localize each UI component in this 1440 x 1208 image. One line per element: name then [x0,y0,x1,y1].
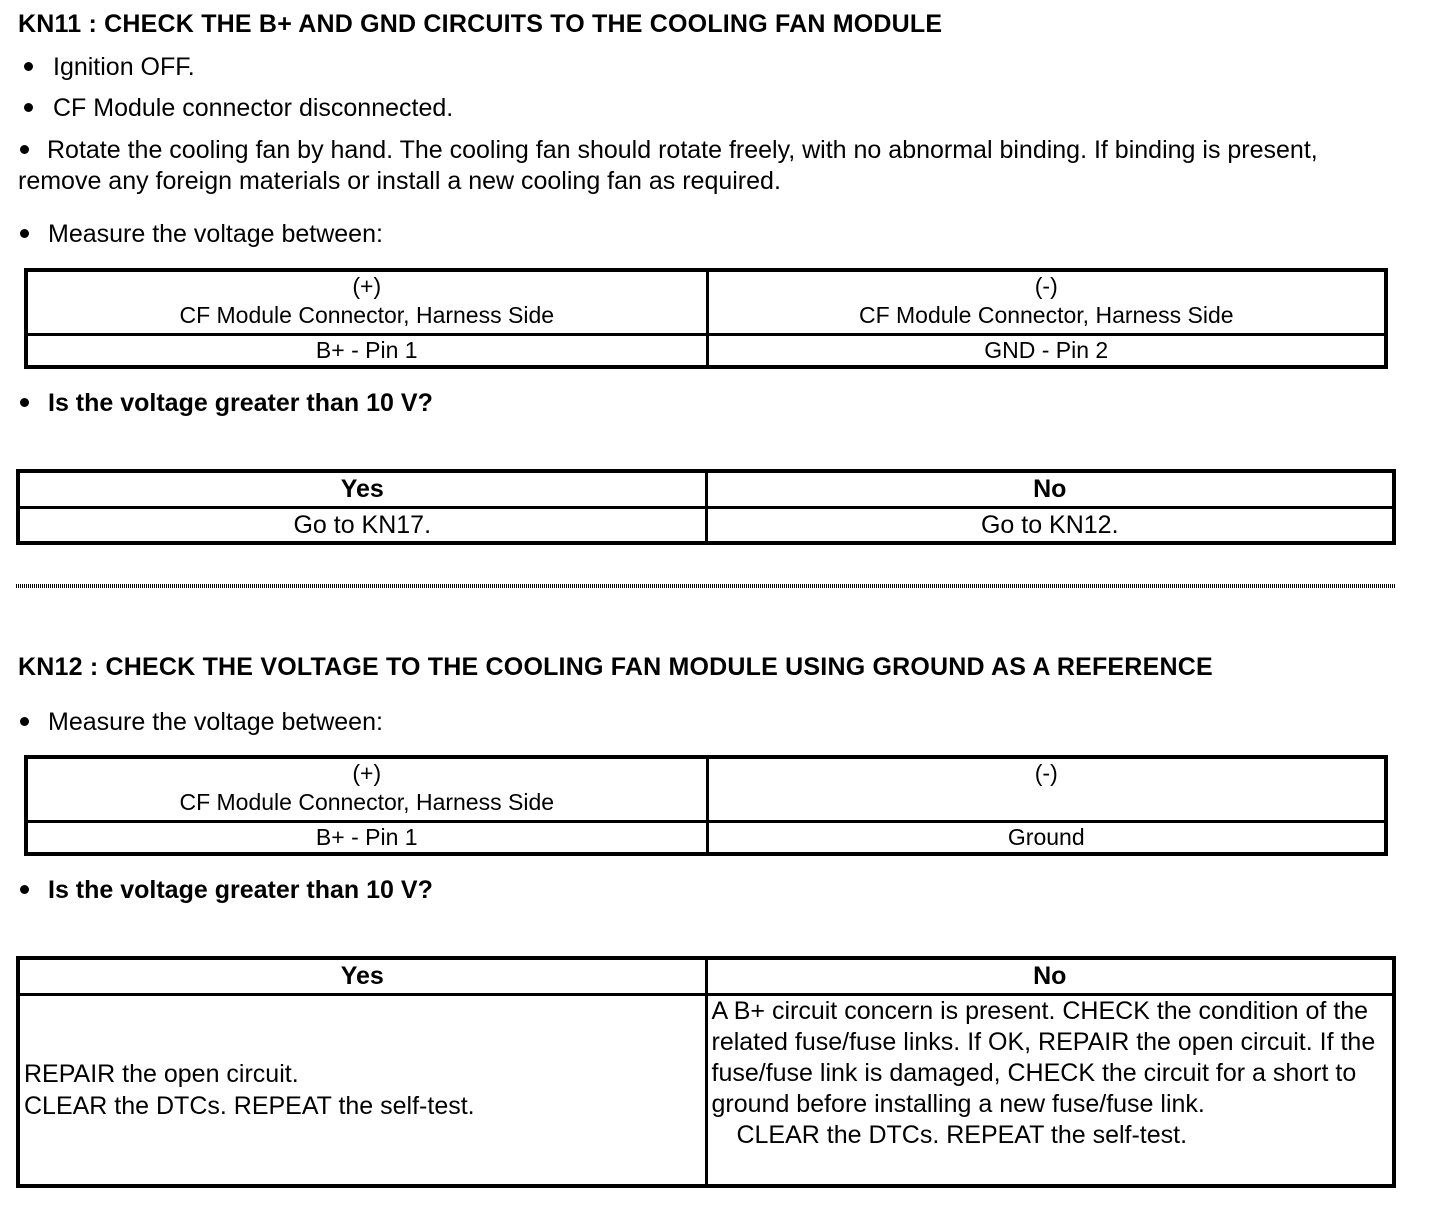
bullet-dot-icon [20,229,29,238]
yes-action-cell [18,994,706,1186]
plus-value-cell: B+ - Pin 1 [26,821,707,854]
no-header: No [706,958,1394,994]
kn12-measure-table [24,755,1388,856]
kn12-bullet-measure [18,707,383,738]
kn12-question [18,875,433,906]
question-text: Is the voltage greater than 10 V? [48,876,433,904]
bullet-dot-icon [20,717,29,726]
bullet-text: CF Module connector disconnected. [53,94,454,122]
section-divider [16,584,1396,588]
minus-value-cell: GND - Pin 2 [707,334,1386,367]
minus-sign: (-) [1034,273,1058,299]
kn11-question [18,388,433,419]
bullet-dot-icon [20,145,29,154]
kn11-measure-table [24,268,1388,369]
kn11-answer-table [16,469,1396,545]
plus-label: CF Module Connector, Harness Side [179,789,555,815]
kn12-title: KN12 : CHECK THE VOLTAGE TO THE COOLING FAN MODULE USING GROUND AS A REFERENCE [18,653,1213,681]
yes-header: Yes [18,958,706,994]
bullet-text: Ignition OFF. [53,53,195,81]
kn11-bullet-ignition [24,52,195,83]
yes-action: Go to KN17. [18,507,706,543]
bullet-dot-icon [20,398,29,407]
kn12-answer-table [16,956,1396,1188]
kn11-bullet-measure [18,219,383,250]
plus-sign: (+) [352,273,382,299]
bullet-text: Measure the voltage between: [48,220,383,248]
no-header: No [706,471,1394,507]
minus-label: CF Module Connector, Harness Side [858,302,1234,328]
plus-label: CF Module Connector, Harness Side [179,302,555,328]
kn11-title: KN11 : CHECK THE B+ AND GND CIRCUITS TO THE COOLING FAN MODULE [18,10,943,38]
minus-sign: (-) [1034,760,1058,786]
no-action-line-2: CLEAR the DTCs. REPEAT the self-test. [736,1120,1188,1149]
minus-value-cell: Ground [707,821,1386,854]
plus-sign: (+) [352,760,382,786]
no-action-text: A B+ circuit concern is present. CHECK the condition of the related fuse/fuse links. If OK, REPAIR the open circuit. If the fuse/fuse link is damaged, CHECK the circuit for a short to ground before installing a new fuse/fuse link. [711,996,1376,1118]
plus-header-cell [26,270,707,334]
yes-header: Yes [18,471,706,507]
no-action-cell [706,994,1394,1186]
no-action: Go to KN12. [706,507,1394,543]
bullet-dot-icon [20,885,29,894]
kn11-bullet-rotate-fan [18,135,1388,197]
minus-header-cell [707,757,1386,821]
bullet-dot-icon [24,62,33,71]
plus-value-cell: B+ - Pin 1 [26,334,707,367]
yes-action-line-1: REPAIR the open circuit. [24,1059,299,1088]
question-text: Is the voltage greater than 10 V? [48,389,433,417]
kn11-bullet-connector [24,93,453,124]
yes-action-line-2: CLEAR the DTCs. REPEAT the self-test. [24,1091,475,1120]
minus-header-cell [707,270,1386,334]
bullet-text: Measure the voltage between: [48,708,383,736]
plus-header-cell [26,757,707,821]
bullet-dot-icon [24,103,33,112]
bullet-text: Rotate the cooling fan by hand. The cooling fan should rotate freely, with no abnormal binding. If binding is present, remove any foreign materials or install a new cooling fan as required. [18,136,1318,195]
